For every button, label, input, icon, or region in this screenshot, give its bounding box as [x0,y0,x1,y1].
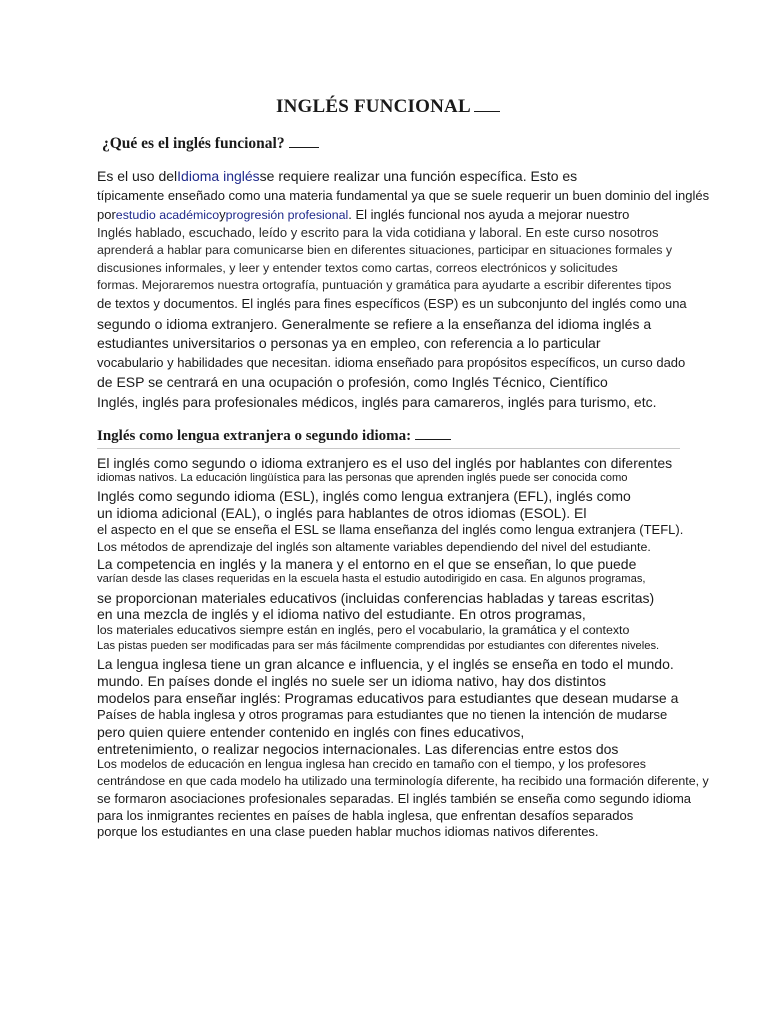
paragraph-line: típicamente enseñado como una materia fundamental ya que se suele requerir un buen dominio del inglés [97,188,710,203]
page-title [276,96,500,118]
paragraph-line: vocabulario y habilidades que necesitan. idioma enseñado para propósitos específicos, un curso dado [97,355,686,370]
paragraph-line: formas. Mejoraremos nuestra ortografía, puntuación y gramática para ayudarte a escribir diferentes tipos [97,278,672,292]
text-run: Es el uso del [97,168,178,184]
paragraph-line: Los métodos de aprendizaje del inglés son altamente variables dependiendo del nivel del estudiante. [97,540,651,554]
paragraph-line: centrándose en que cada modelo ha utilizado una terminología diferente, ha recibido una formación diferente, y [97,774,709,788]
paragraph-line: La competencia en inglés y la manera y el entorno en el que se enseñan, lo que puede [97,556,637,572]
paragraph-line [97,207,629,222]
paragraph-line: La lengua inglesa tiene un gran alcance e influencia, y el inglés se enseña en todo el mundo. [97,656,674,672]
title-underline [474,110,500,112]
paragraph-line: de textos y documentos. El inglés para fines específicos (ESP) es un subconjunto del inglés como una [97,296,687,311]
paragraph-line: modelos para enseñar inglés: Programas educativos para estudiantes que desean mudarse a [97,690,679,706]
paragraph-line: un idioma adicional (EAL), o inglés para hablantes de otros idiomas (ESOL). El [97,505,587,521]
section-heading-esl [97,428,451,445]
heading-underline [289,146,319,148]
heading-underline [415,438,451,440]
paragraph-line: estudiantes universitarios o personas ya en empleo, con referencia a lo particular [97,335,601,351]
paragraph-line: idiomas nativos. La educación lingüística para las personas que aprenden inglés puede ser conocida como [97,472,628,484]
paragraph-line: Inglés como segundo idioma (ESL), inglés como lengua extranjera (EFL), inglés como [97,488,631,504]
link-progresion-profesional[interactable]: progresión profesional [225,208,349,222]
text-run: . El inglés funcional nos ayuda a mejorar nuestro [348,207,630,222]
link-idioma-ingles[interactable]: Idioma inglés [177,168,260,184]
paragraph-line: mundo. En países donde el inglés no suele ser un idioma nativo, hay dos distintos [97,673,606,689]
paragraph-line: Los modelos de educación en lengua inglesa han crecido en tamaño con el tiempo, y los profesores [97,757,646,771]
paragraph-line: El inglés como segundo o idioma extranjero es el uso del inglés por hablantes con diferentes [97,455,673,471]
paragraph-line: de ESP se centrará en una ocupación o profesión, como Inglés Técnico, Científico [97,374,608,390]
paragraph-line: para los inmigrantes recientes en países de habla inglesa, que enfrentan desafíos separados [97,808,634,823]
paragraph-line: varían desde las clases requeridas en la escuela hasta el estudio autodirigido en casa. En algunos programas, [97,573,646,585]
paragraph-line: segundo o idioma extranjero. Generalmente se refiere a la enseñanza del idioma inglés a [97,316,652,332]
text-run: y [219,207,226,222]
paragraph-line: porque los estudiantes en una clase pueden hablar muchos idiomas nativos diferentes. [97,824,599,839]
paragraph-line: discusiones informales, y leer y entender textos como cartas, correos electrónicos y solicitudes [97,261,618,275]
page-title-text: INGLÉS FUNCIONAL [276,96,471,117]
text-run: se requiere realizar una función específica. Esto es [259,168,578,184]
paragraph-line: se proporcionan materiales educativos (incluidas conferencias habladas y tareas escritas) [97,590,655,606]
paragraph-line: Países de habla inglesa y otros programas para estudiantes que no tienen la intención de mudarse [97,707,668,722]
paragraph-line: Las pistas pueden ser modificadas para ser más fácilmente comprendidas por estudiantes con diferentes niveles. [97,640,660,652]
paragraph-line: aprenderá a hablar para comunicarse bien en diferentes situaciones, participar en situaciones formales y [97,243,673,257]
link-estudio-academico[interactable]: estudio académico [115,208,220,222]
section-heading-text: Inglés como lengua extranjera o segundo idioma: [97,428,412,444]
paragraph-line: el aspecto en el que se enseña el ESL se llama enseñanza del inglés como lengua extranjera (TEFL). [97,522,684,537]
section-heading-text: ¿Qué es el inglés funcional? [102,135,285,152]
paragraph-line: en una mezcla de inglés y el idioma nativo del estudiante. En otros programas, [97,606,586,622]
text-run: por [97,207,116,222]
paragraph-line: Inglés hablado, escuchado, leído y escrito para la vida cotidiana y laboral. En este curso nosotros [97,225,659,240]
paragraph-line: entretenimiento, o realizar negocios internacionales. Las diferencias entre estos dos [97,741,619,757]
paragraph-line: los materiales educativos siempre están en inglés, pero el vocabulario, la gramática y el contexto [97,623,630,637]
paragraph-line: Inglés, inglés para profesionales médicos, inglés para camareros, inglés para turismo, etc. [97,394,657,410]
paragraph-line: pero quien quiere entender contenido en inglés con fines educativos, [97,724,525,740]
paragraph-line [97,168,577,184]
paragraph-line: se formaron asociaciones profesionales separadas. El inglés también se enseña como segundo idioma [97,791,692,806]
section-heading-functional [102,135,319,153]
section-divider [97,448,680,449]
